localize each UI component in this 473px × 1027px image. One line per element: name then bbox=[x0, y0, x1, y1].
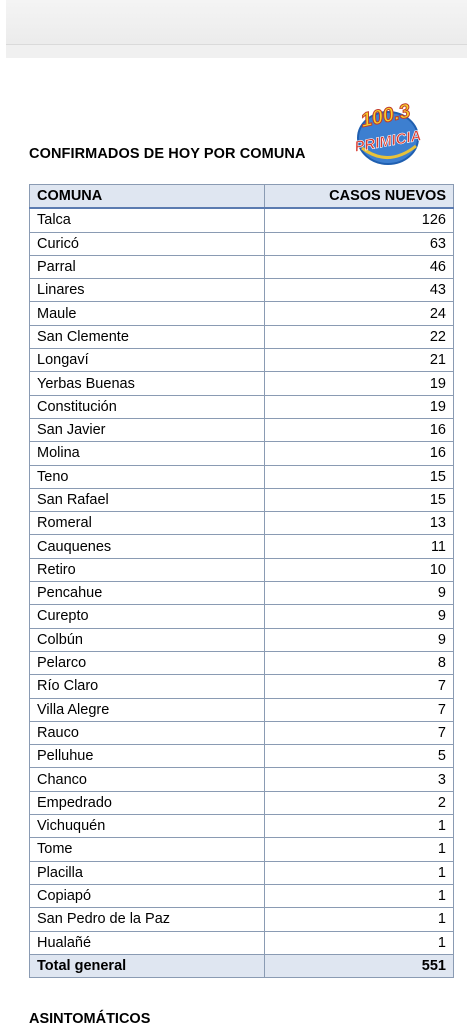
cases-table bbox=[29, 184, 454, 978]
casos-cell: 19 bbox=[265, 372, 454, 395]
casos-cell: 16 bbox=[265, 442, 454, 465]
comuna-cell: Molina bbox=[30, 442, 265, 465]
comuna-cell: San Clemente bbox=[30, 325, 265, 348]
comuna-cell: Maule bbox=[30, 302, 265, 325]
table-row bbox=[30, 255, 454, 278]
casos-cell: 15 bbox=[265, 465, 454, 488]
table-row bbox=[30, 768, 454, 791]
table-row bbox=[30, 535, 454, 558]
comuna-cell: Pencahue bbox=[30, 582, 265, 605]
comuna-cell: Cauquenes bbox=[30, 535, 265, 558]
casos-cell: 7 bbox=[265, 698, 454, 721]
comuna-cell: Tome bbox=[30, 838, 265, 861]
casos-cell: 9 bbox=[265, 582, 454, 605]
casos-cell: 43 bbox=[265, 279, 454, 302]
comuna-cell: Río Claro bbox=[30, 675, 265, 698]
casos-cell: 7 bbox=[265, 675, 454, 698]
comuna-cell: Constitución bbox=[30, 395, 265, 418]
comuna-cell: Romeral bbox=[30, 512, 265, 535]
casos-cell: 5 bbox=[265, 745, 454, 768]
table-row bbox=[30, 884, 454, 907]
table-row bbox=[30, 861, 454, 884]
comuna-cell: Yerbas Buenas bbox=[30, 372, 265, 395]
casos-cell: 22 bbox=[265, 325, 454, 348]
comuna-cell: Chanco bbox=[30, 768, 265, 791]
table-row bbox=[30, 232, 454, 255]
top-bar bbox=[6, 0, 467, 59]
casos-cell: 126 bbox=[265, 208, 454, 232]
casos-cell: 1 bbox=[265, 861, 454, 884]
comuna-cell: Longaví bbox=[30, 349, 265, 372]
casos-cell: 10 bbox=[265, 558, 454, 581]
casos-cell: 16 bbox=[265, 418, 454, 441]
comuna-cell: Curicó bbox=[30, 232, 265, 255]
logo-name: PRIMICIA bbox=[353, 127, 423, 156]
casos-cell: 63 bbox=[265, 232, 454, 255]
table-row bbox=[30, 908, 454, 931]
comuna-cell: Pelluhue bbox=[30, 745, 265, 768]
table-body bbox=[30, 208, 454, 954]
comuna-cell: Villa Alegre bbox=[30, 698, 265, 721]
casos-cell: 1 bbox=[265, 931, 454, 954]
comuna-cell: Teno bbox=[30, 465, 265, 488]
table-row bbox=[30, 605, 454, 628]
table-header-row bbox=[30, 185, 454, 209]
comuna-cell: Rauco bbox=[30, 721, 265, 744]
casos-cell: 15 bbox=[265, 488, 454, 511]
comuna-cell: Copiapó bbox=[30, 884, 265, 907]
table-row bbox=[30, 465, 454, 488]
total-value: 551 bbox=[265, 954, 454, 977]
comuna-cell: Talca bbox=[30, 208, 265, 232]
comuna-cell: Colbún bbox=[30, 628, 265, 651]
casos-cell: 13 bbox=[265, 512, 454, 535]
table-row bbox=[30, 302, 454, 325]
table-row bbox=[30, 675, 454, 698]
total-row bbox=[30, 954, 454, 977]
casos-cell: 19 bbox=[265, 395, 454, 418]
header-casos-nuevos: CASOS NUEVOS bbox=[265, 185, 454, 209]
table-row bbox=[30, 325, 454, 348]
comuna-cell: Empedrado bbox=[30, 791, 265, 814]
table-row bbox=[30, 838, 454, 861]
table-row bbox=[30, 721, 454, 744]
table-row bbox=[30, 628, 454, 651]
comuna-cell: Vichuquén bbox=[30, 815, 265, 838]
comuna-cell: Curepto bbox=[30, 605, 265, 628]
header-comuna: COMUNA bbox=[30, 185, 265, 209]
table-row bbox=[30, 208, 454, 232]
table-row bbox=[30, 791, 454, 814]
next-section-heading: ASINTOMÁTICOS bbox=[29, 1011, 151, 1027]
casos-cell: 3 bbox=[265, 768, 454, 791]
casos-cell: 11 bbox=[265, 535, 454, 558]
comuna-cell: Hualañé bbox=[30, 931, 265, 954]
comuna-cell: Linares bbox=[30, 279, 265, 302]
table-row bbox=[30, 395, 454, 418]
table-row bbox=[30, 815, 454, 838]
comuna-cell: Placilla bbox=[30, 861, 265, 884]
casos-cell: 21 bbox=[265, 349, 454, 372]
logo-number: 100.3 bbox=[358, 100, 413, 133]
page-title: CONFIRMADOS DE HOY POR COMUNA bbox=[29, 146, 306, 162]
casos-cell: 8 bbox=[265, 651, 454, 674]
casos-cell: 2 bbox=[265, 791, 454, 814]
table-row bbox=[30, 651, 454, 674]
table-row bbox=[30, 279, 454, 302]
table-row bbox=[30, 349, 454, 372]
table-row bbox=[30, 582, 454, 605]
table-row bbox=[30, 931, 454, 954]
total-label: Total general bbox=[30, 954, 265, 977]
radio-logo bbox=[344, 98, 428, 170]
table-row bbox=[30, 558, 454, 581]
comuna-cell: San Pedro de la Paz bbox=[30, 908, 265, 931]
casos-cell: 7 bbox=[265, 721, 454, 744]
comuna-cell: Retiro bbox=[30, 558, 265, 581]
top-bar-shelf bbox=[6, 44, 467, 59]
casos-cell: 46 bbox=[265, 255, 454, 278]
casos-cell: 1 bbox=[265, 884, 454, 907]
table-row bbox=[30, 745, 454, 768]
comuna-cell: Pelarco bbox=[30, 651, 265, 674]
comuna-cell: Parral bbox=[30, 255, 265, 278]
casos-cell: 9 bbox=[265, 605, 454, 628]
table-row bbox=[30, 488, 454, 511]
table-row bbox=[30, 698, 454, 721]
casos-cell: 1 bbox=[265, 815, 454, 838]
casos-cell: 1 bbox=[265, 838, 454, 861]
table-row bbox=[30, 418, 454, 441]
table-row bbox=[30, 372, 454, 395]
casos-cell: 1 bbox=[265, 908, 454, 931]
comuna-cell: San Rafael bbox=[30, 488, 265, 511]
casos-cell: 24 bbox=[265, 302, 454, 325]
table-row bbox=[30, 442, 454, 465]
table-row bbox=[30, 512, 454, 535]
casos-cell: 9 bbox=[265, 628, 454, 651]
comuna-cell: San Javier bbox=[30, 418, 265, 441]
